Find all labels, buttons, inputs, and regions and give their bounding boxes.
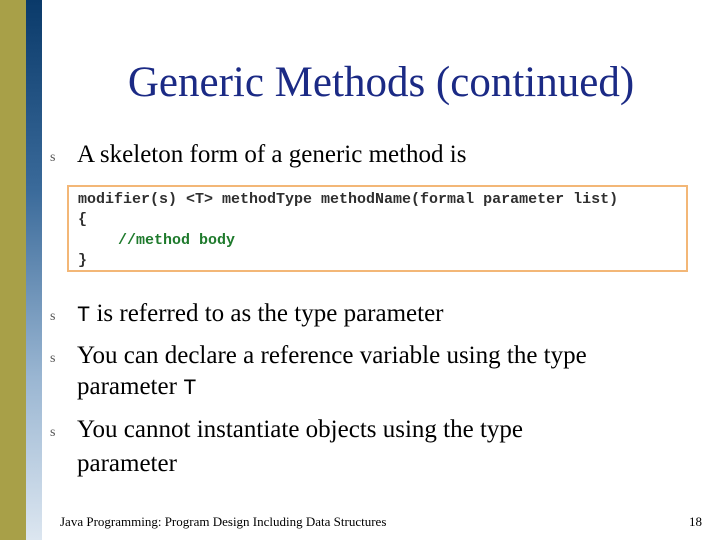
- bullet-marker: s: [50, 425, 56, 440]
- side-bar-navy: [26, 0, 42, 540]
- type-param-code: T: [183, 376, 197, 401]
- bullet-text-3-line-1: You can declare a reference variable using the type: [77, 342, 587, 369]
- bullet-text-3-line-2-body: parameter: [77, 373, 184, 400]
- bullet-text-2: [77, 301, 444, 327]
- footer-text: Java Programming: Program Design Including Data Structures: [60, 514, 387, 529]
- bullet-text-3-line-2: [77, 374, 196, 400]
- code-line-3: //method body: [118, 232, 236, 249]
- bullet-text-4-line-2: parameter: [77, 450, 177, 477]
- code-line-4: }: [78, 252, 88, 269]
- code-line-1: modifier(s) <T> methodType methodName(formal parameter list): [78, 191, 619, 208]
- bullet-text-1: A skeleton form of a generic method is: [77, 141, 467, 168]
- bullet-text-2-body: is referred to as the type parameter: [90, 300, 444, 327]
- bullet-text-4-line-1: You cannot instantiate objects using the type: [77, 416, 524, 443]
- side-bar-olive: [0, 0, 26, 540]
- page-number: 18: [689, 514, 702, 529]
- code-line-2: {: [78, 211, 88, 228]
- bullet-marker: s: [50, 150, 56, 165]
- bullet-marker: s: [50, 351, 56, 366]
- slide-title: Generic Methods (continued): [127, 59, 635, 106]
- bullet-marker: s: [50, 309, 56, 324]
- type-param-code: T: [77, 303, 91, 328]
